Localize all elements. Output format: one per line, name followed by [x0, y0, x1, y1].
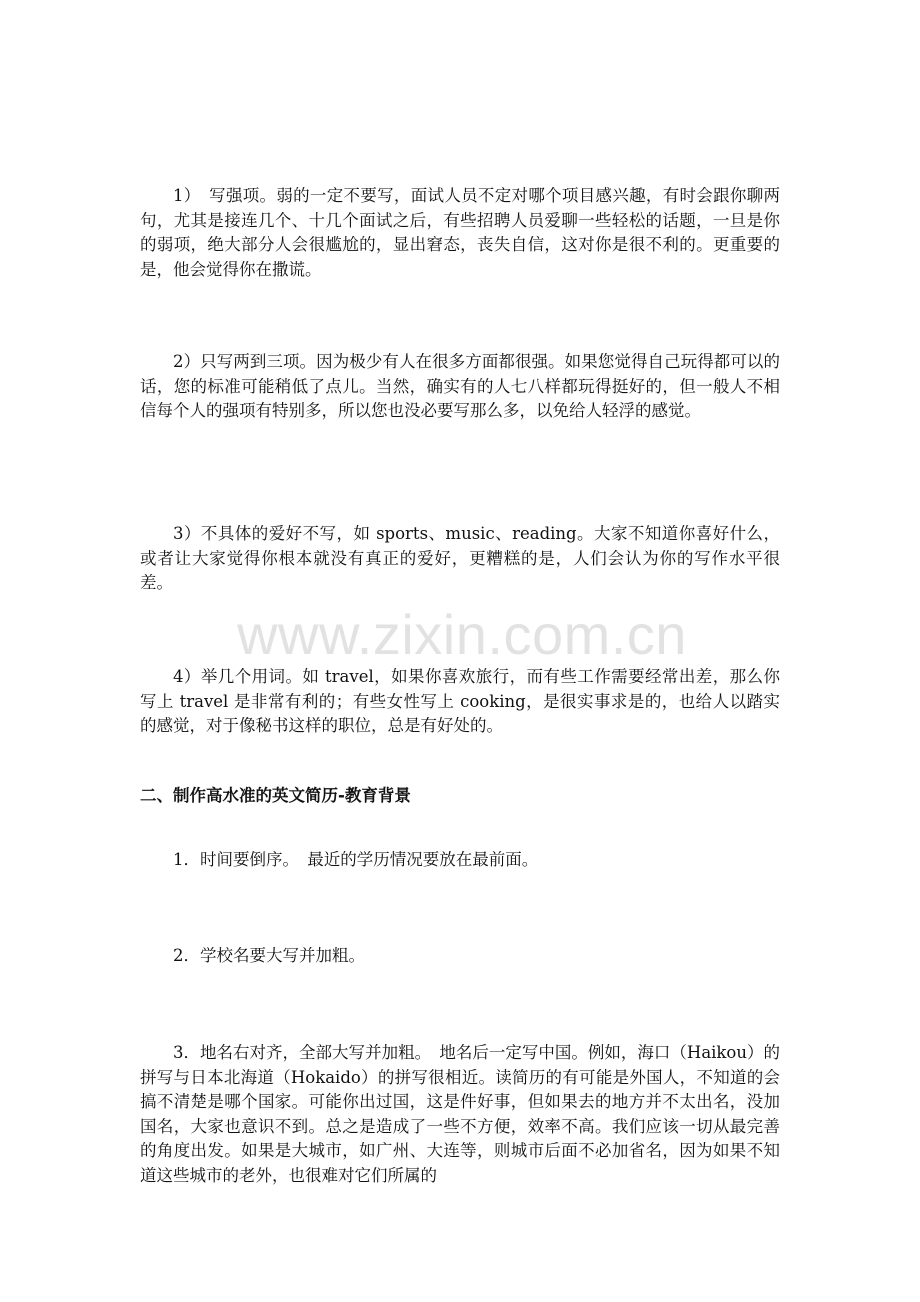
paragraph-4: 4）举几个用词。如 travel，如果你喜欢旅行，而有些工作需要经常出差，那么你写上 travel 是非常有利的；有些女性写上 cooking，是很实事求是的，也给人以踏实的感觉，对于像秘书这样的职位，总是有好处的。 — [140, 667, 780, 735]
paragraph-2: 2）只写两到三项。因为极少有人在很多方面都很强。如果您觉得自己玩得都可以的话，您的标准可能稍低了点儿。当然，确实有的人七八样都玩得挺好的，但一般人不相信每个人的强项有特别多，所以您也没必要写那么多，以免给人轻浮的感觉。 — [140, 352, 780, 420]
paragraph-3: 3）不具体的爱好不写，如 sports、music、reading。大家不知道你喜好什么，或者让大家觉得你根本就没有真正的爱好，更糟糕的是，人们会认为你的写作水平很差。 — [140, 524, 780, 592]
paragraph-1: 1） 写强项。弱的一定不要写，面试人员不定对哪个项目感兴趣，有时会跟你聊两句，尤其是接连几个、十几个面试之后，有些招聘人员爱聊一些轻松的话题，一旦是你的弱项，绝大部分人会很尴尬的，显出窘态，丧失自信，这对你是很不利的。更重要的是，他会觉得你在撒谎。 — [140, 186, 780, 279]
education-item-2: 2．学校名要大写并加粗。 — [173, 946, 365, 965]
education-item-1: 1．时间要倒序。 最近的学历情况要放在最前面。 — [173, 850, 539, 869]
watermark-text: www.zixin.com.cn — [237, 603, 687, 666]
education-item-3: 3．地名右对齐，全部大写并加粗。 地名后一定写中国。例如，海口（Haikou）的拼写与日本北海道（Hokaido）的拼写很相近。读简历的有可能是外国人，不知道的会搞不清楚是哪个国家。可能你出过国，这是件好事，但如果去的地方并不太出名，没加国名，大家也意识不到。总之是造成了一些不方便，效率不高。我们应该一切从最完善的角度出发。如果是大城市，如广州、大连等，则城市后面不必加省名，因为如果不知道这些城市的老外，也很难对它们所属的 — [140, 1043, 780, 1185]
section-heading: 二、制作高水准的英文简历-教育背景 — [140, 786, 411, 805]
